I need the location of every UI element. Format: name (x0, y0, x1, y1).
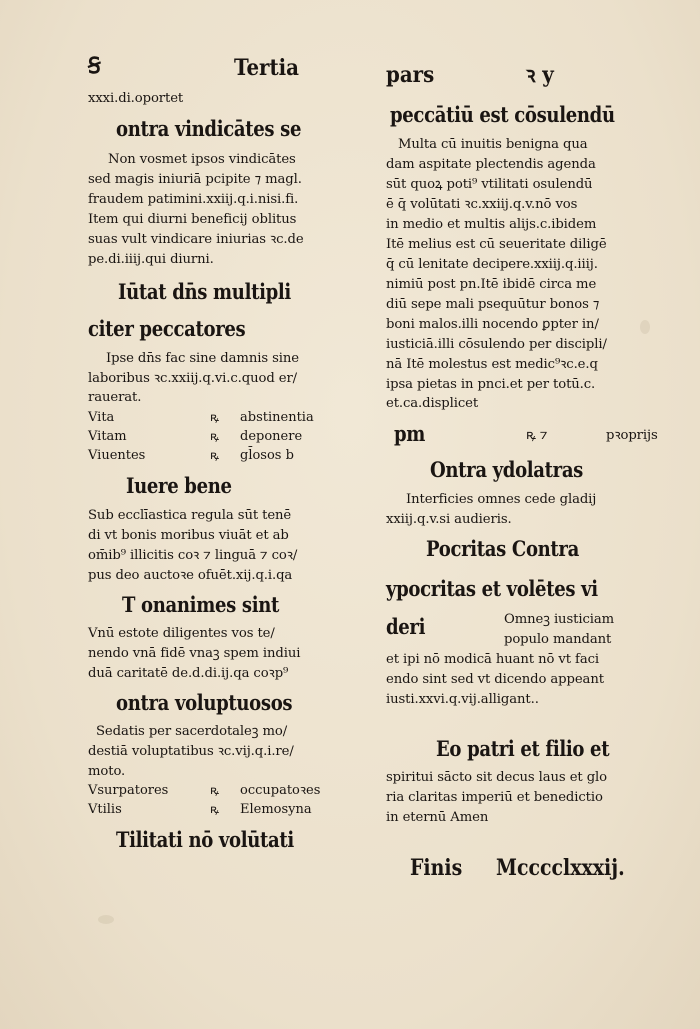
text-line: Multa cū inuitis benigna qua (398, 137, 588, 152)
table-row (88, 784, 350, 800)
text-line: Vnū estote diligentes vos te/ (88, 626, 275, 641)
text-line: spiritui sācto sit decus laus et glo (386, 770, 607, 785)
table-cell: ꝶ (210, 429, 220, 443)
table-cell: ꝶ (210, 448, 220, 462)
section-heading: peccātiū est cōsulendū (390, 102, 615, 127)
text-line: moto. (88, 764, 126, 779)
table-cell: deponere (240, 429, 303, 444)
text-line: laboribus ꝛc.xxiij.q.vi.c.quod er/ (88, 371, 298, 386)
section-heading: Ontra ydolatras (430, 457, 584, 482)
text-line: di vt bonis moribus viuāt et ab (88, 528, 289, 543)
text-line: et ipi nō modicā huant nō vt faci (386, 652, 599, 667)
section-heading: deri (386, 614, 426, 639)
text-line: ꝶ ⁊ (526, 428, 548, 443)
text-line: endo sint sed vt dicendo appeant (386, 672, 604, 687)
table-row (88, 803, 350, 819)
table-cell: ꝶ (210, 410, 220, 424)
text-line: Omneꝫ iusticiam (504, 612, 615, 627)
text-line: pus deo auctoꝛe ofuēt.xij.q.i.qa (88, 568, 293, 583)
section-heading: ypocritas et volētes vi (386, 576, 598, 601)
section-heading: citer peccatores (88, 316, 246, 341)
table-cell: ꝶ (210, 783, 220, 797)
section-heading: ontra voluptuosos (116, 690, 293, 715)
text-line: ē q̄ volūtati ꝛc.xxiij.q.v.nō vos (386, 197, 578, 212)
section-heading: Eo patri et filio et (436, 736, 610, 761)
table-cell: Vita (88, 410, 115, 425)
table-cell: Vtilis (88, 802, 122, 817)
table-cell: Viuentes (88, 448, 146, 463)
section-heading: ontra vindicātes se (116, 116, 302, 141)
text-line: boni malos.illi nocendo ꝑpter in/ (386, 317, 599, 332)
table-cell: ꝶ (210, 802, 220, 816)
text-line: duā caritatē de.d.di.ij.qa coꝛp⁹ (88, 666, 289, 681)
text-line: iusti.xxvi.q.vij.alligant.. (386, 692, 539, 707)
text-line: q̄ cū lenitate decipere.xxiij.q.iiij. (386, 257, 598, 272)
text-line: Item qui diurni beneficij oblitus (88, 212, 297, 227)
text-line: in eternū Amen (386, 810, 489, 825)
text-line: dam aspitate plectendis agenda (386, 157, 596, 172)
table-row (88, 449, 350, 465)
text-line: diū sepe mali psequūtur bonos ⁊ (386, 297, 600, 312)
text-line: pꝛoprijs (606, 428, 658, 443)
text-line: Sedatis per sacerdotaleꝫ mo/ (96, 724, 288, 739)
text-line: et.ca.displicet (386, 396, 479, 411)
text-line: ipsa pietas in pnci.et per totū.c. (386, 377, 596, 392)
section-heading: Tilitati nō volūtati (116, 827, 294, 852)
text-line: xxiij.q.v.si audieris. (386, 512, 512, 527)
text-line: destiā voluptatibus ꝛc.vij.q.i.re/ (88, 744, 294, 759)
text-line: ria claritas imperiū et benedictio (386, 790, 603, 805)
text-line: Interficies omnes cede gladij (406, 492, 597, 507)
text-line: nimiū post pn.Itē ibidē circa me (386, 277, 597, 292)
text-line: sūt quoꝝ poti⁹ vtilitati osulendū (386, 177, 593, 192)
paper-stain (98, 915, 114, 924)
text-line: nā Itē molestus est medic⁹ꝛc.e.q (386, 357, 598, 372)
text-line: populo mandant (504, 632, 612, 647)
colophon-finis: Finis (410, 855, 463, 881)
table-cell: abstinentia (240, 410, 314, 425)
text-line: iusticiā.illi cōsulendo per discipli/ (386, 337, 607, 352)
text-line: om̄ib⁹ illicitis coꝛ ⁊ linguā ⁊ coꝛ/ (88, 548, 298, 563)
table-cell: occupatoꝛes (240, 783, 321, 798)
section-heading: T onanimes sint (122, 592, 280, 617)
text-line: Non vosmet ipsos vindicātes (108, 152, 296, 167)
text-line: suas vult vindicare iniurias ꝛc.de (88, 232, 304, 247)
text-line: nendo vnā fidē vnaꝫ spem indiui (88, 646, 301, 661)
section-heading: Iūtat dn̄s multipli (118, 279, 291, 304)
table-cell: Vsurpatores (88, 783, 169, 798)
section-heading: Iuere bene (126, 473, 232, 498)
signature-mark: ꝛ y (526, 62, 554, 88)
text-line: Ipse dn̄s fac sine damnis sine (106, 351, 299, 366)
table-cell: gl̄osos b (240, 448, 294, 463)
text-line: in medio et multis alijs.c.ibidem (386, 217, 597, 232)
paper-stain (640, 320, 650, 334)
table-cell: Vitam (88, 429, 127, 444)
running-title-left: Tertia (234, 55, 299, 81)
section-heading: Pocritas Contra (426, 536, 579, 561)
text-line: pe.di.iiij.qui diurni. (88, 252, 214, 267)
running-title-right: pars (386, 62, 435, 88)
text-line: Sub ecclīastica regula sūt tenē (88, 508, 292, 523)
text-line: Itē melius est cū seueritate diligē (386, 237, 607, 252)
text-line: fraudem patimini.xxiij.q.i.nisi.fi. (88, 192, 299, 207)
text-line: xxxi.di.oportet (88, 91, 184, 106)
signature-mark: Ꞩ (88, 53, 101, 79)
table-row (88, 430, 350, 446)
table-row (88, 411, 350, 427)
colophon-date: Mcccclxxxij. (496, 855, 625, 881)
section-heading: pm (394, 421, 426, 446)
text-line: rauerat. (88, 390, 142, 405)
table-cell: Elemosyna (240, 802, 312, 817)
text-line: sed magis iniuriā pcipite ⁊ magl. (88, 172, 302, 187)
